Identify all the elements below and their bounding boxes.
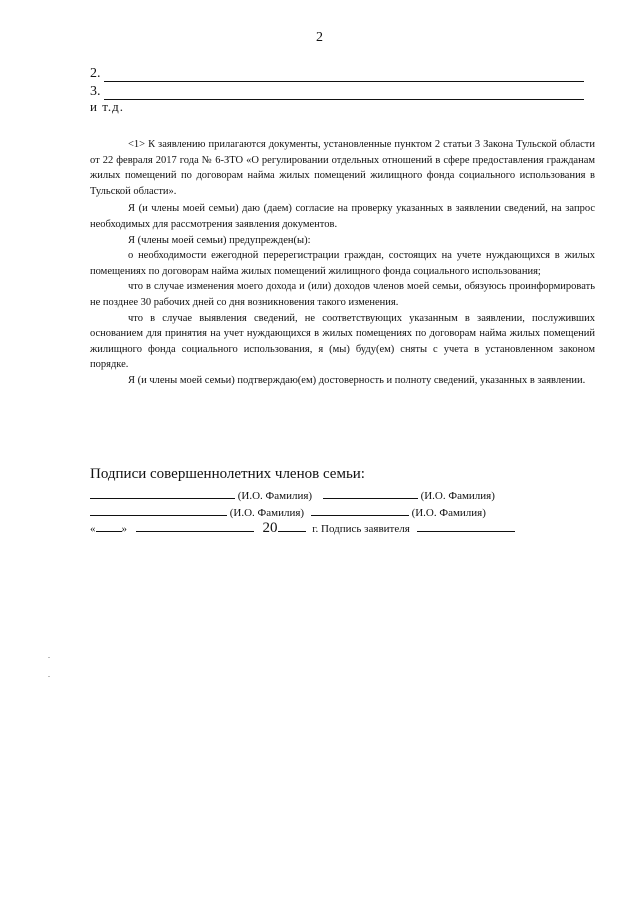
applicant-signature-blank (417, 520, 515, 532)
notes-section (90, 137, 595, 389)
list-item-2 (90, 66, 584, 82)
name-hint: (И.О. Фамилия) (411, 507, 486, 519)
name-hint: (И.О. Фамилия) (420, 490, 495, 502)
confirmation-paragraph: Я (и члены моей семьи) подтверждаю(ем) достоверность и полноту сведений, указанных в заявлении. (128, 374, 586, 386)
month-blank (136, 520, 254, 532)
year-blank (278, 520, 306, 532)
date-signature-row (90, 520, 515, 537)
consent-paragraph: Я (и члены моей семьи) даю (даем) согласие на проверку указанных в заявлении сведений, на запрос необходимых для рассмотрения заявления документов. (90, 203, 595, 230)
etc-label: и т.д. (90, 99, 125, 114)
day-blank (96, 520, 122, 532)
signatures-heading: Подписи совершеннолетних членов семьи: (90, 466, 365, 482)
signature-blank (311, 504, 409, 516)
list-item-3 (90, 84, 584, 100)
date-quote-close: » (121, 523, 127, 535)
applicant-signature-label: г. Подпись заявителя (312, 523, 410, 535)
blank-line (104, 85, 584, 100)
year-prefix: 20 (262, 520, 278, 536)
warning-item-false-info: что в случае выявления сведений, не соответствующих указанным в заявлении, послуживших основанием для принятия на учет нуждающихся в жилых помещениях по договорам найма жилых помещений жилищного фонда социального использования, я (мы) буду(ем) сняты с учета в установленном законом порядке. (90, 312, 595, 371)
signature-blank (90, 487, 235, 499)
blank-line (104, 67, 584, 82)
list-item-number: 2. (90, 66, 101, 81)
warning-heading: Я (члены моей семьи) предупрежден(ы): (128, 234, 311, 246)
signature-blank (323, 487, 418, 499)
signature-row-1 (90, 487, 495, 502)
date-quote-open: « (90, 523, 96, 535)
name-hint: (И.О. Фамилия) (229, 507, 305, 519)
warning-item-reregistration: о необходимости ежегодной перерегистрации граждан, состоящих на учете нуждающихся в жилых помещениях по договорам найма жилых помещений жилищного фонда социального использования; (90, 250, 595, 277)
scan-speck (48, 657, 50, 658)
signature-row-2 (90, 504, 486, 519)
list-item-number: 3. (90, 84, 101, 99)
warning-item-income: что в случае изменения моего дохода и (или) доходов членов моей семьи, обязуюсь проинформировать не позднее 30 рабочих дней со дня возникновения такого изменения. (90, 281, 595, 308)
signature-blank (90, 504, 227, 516)
page-number: 2 (316, 30, 323, 45)
name-hint: (И.О. Фамилия) (237, 490, 313, 502)
scan-speck (48, 676, 50, 677)
footnote-paragraph: <1> К заявлению прилагаются документы, установленные пунктом 2 статьи 3 Закона Тульской области от 22 февраля 2017 года № 6-ЗТО «О регулировании отдельных отношений в сфере предоставления гражданам жилых помещений по договорам найма жилых помещений жилищного фонда социального использования в Тульской области». (90, 139, 595, 197)
